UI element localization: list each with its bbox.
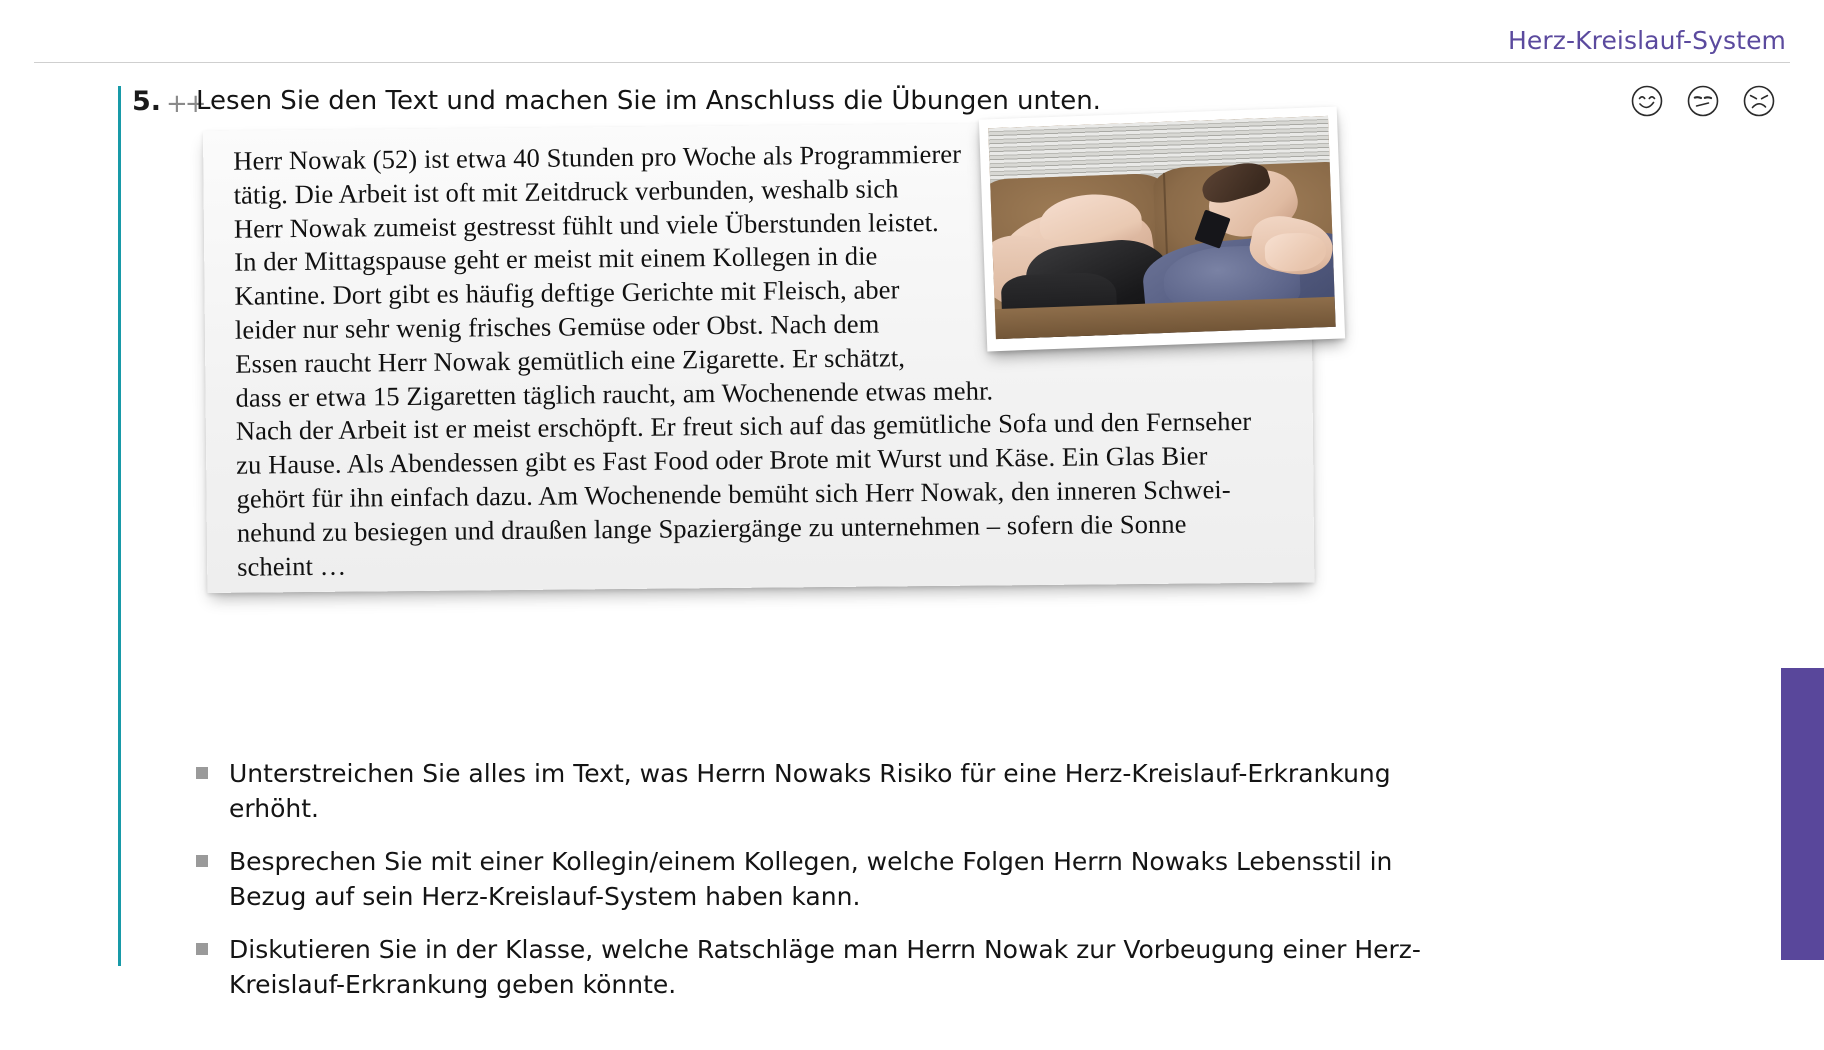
exercise-number: 5. — [132, 86, 162, 117]
man-lying-on-couch-photo — [979, 107, 1345, 352]
chapter-side-tab[interactable] — [1781, 668, 1824, 960]
smiley-sad-icon[interactable] — [1742, 84, 1776, 118]
task-list — [196, 756, 1426, 1020]
reading-text-body: Herr Nowak (52) ist etwa 40 Stunden pro Woche als Programmierer tätig. Die Arbeit ist oft mit Zeitdruck verbunden, weshalb sich Herr Nowak zumeist gestresst fühlt und viele Überstunden leistet. In der Mittagspause geht er meist mit einem Kollegen in die Kantine. Dort gibt es häufig deftige Gerichte mit Fleisch, aber leider nur sehr wenig frisches Gemüse oder Obst. Nach dem Essen raucht Herr Nowak gemütlich eine Zigarette. Er schätzt, dass er etwa 15 Zigaretten täglich raucht, am Wochenende etwas mehr. Nach der Arbeit ist er meist erschöpft. Er freut sich auf das gemütliche Sofa und den Fernseher zu Hause. Als Abendessen gibt es Fast Food oder Brote mit Wurst und Käse. Ein Glas Bier gehört für ihn einfach dazu. Am Wochenende bemüht sich Herr Nowak, den inneren Schwei- nehund zu besiegen und draußen lange Spaziergänge zu unternehmen – sofern die Sonne scheint … — [233, 138, 1252, 582]
smiley-neutral-icon[interactable] — [1686, 84, 1720, 118]
task-text: Unterstreichen Sie alles im Text, was Herrn Nowaks Risiko für eine Herz-Kreislauf-Erkrankung erhöht. — [229, 759, 1391, 823]
bullet-square-icon — [196, 943, 208, 955]
task-item — [196, 844, 1426, 914]
exercise-instruction: Lesen Sie den Text und machen Sie im Anschluss die Übungen unten. — [196, 86, 1101, 116]
chapter-title: Herz-Kreislauf-System — [1508, 26, 1786, 55]
page-header — [0, 0, 1824, 62]
header-divider — [34, 62, 1790, 63]
smiley-happy-icon[interactable] — [1630, 84, 1664, 118]
task-item — [196, 756, 1426, 826]
difficulty-level-icon: ++ — [166, 89, 204, 119]
bullet-square-icon — [196, 767, 208, 779]
self-assessment-smileys — [1630, 84, 1776, 118]
task-text: Diskutieren Sie in der Klasse, welche Ratschläge man Herrn Nowak zur Vorbeugung einer Herz-Kreislauf-Erkrankung geben könnte. — [229, 935, 1421, 999]
exercise-left-rule — [118, 86, 121, 966]
task-text: Besprechen Sie mit einer Kollegin/einem Kollegen, welche Folgen Herrn Nowaks Lebensstil in Bezug auf sein Herz-Kreislauf-System haben kann. — [229, 847, 1393, 911]
task-item — [196, 932, 1426, 1002]
bullet-square-icon — [196, 855, 208, 867]
photo-image — [988, 116, 1336, 339]
